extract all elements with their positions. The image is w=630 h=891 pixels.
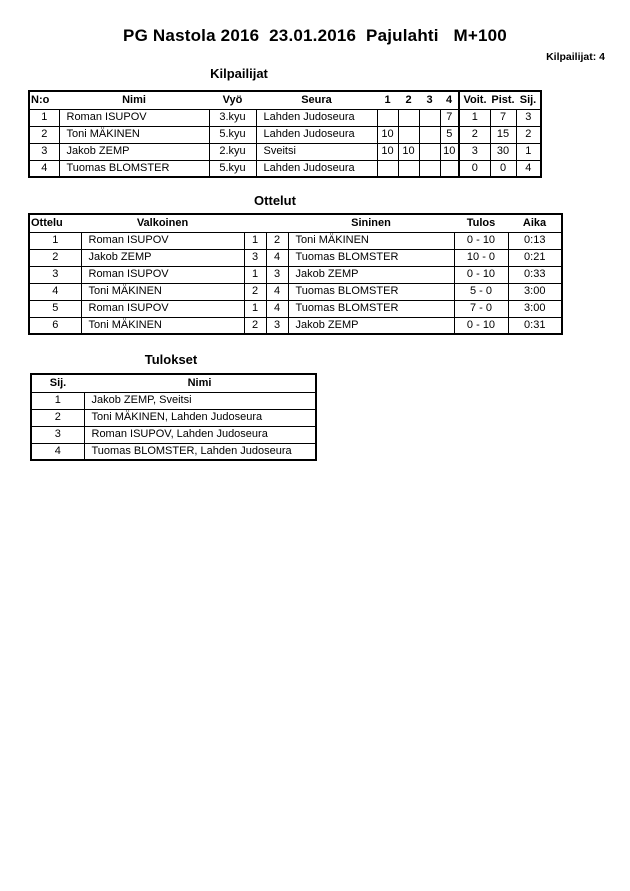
cell-nimi: Roman ISUPOV: [59, 109, 209, 126]
col-header-round-1: 1: [377, 91, 398, 109]
kilpailijat-table: [28, 90, 542, 178]
result-row: [31, 443, 316, 460]
cell-seura: Lahden Judoseura: [256, 160, 377, 177]
cell-pist: 7: [490, 109, 516, 126]
page-title: PG Nastola 2016 23.01.2016 Pajulahti M+100: [123, 26, 507, 45]
cell-tulos: 0 - 10: [454, 317, 508, 334]
cell-sij: 4: [31, 443, 84, 460]
col-header-voit: Voit.: [459, 91, 490, 109]
cell-pist: 0: [490, 160, 516, 177]
cell-no: 1: [29, 109, 59, 126]
cell-round-4: 5: [440, 126, 459, 143]
col-header-nimi: Nimi: [84, 374, 316, 392]
match-row: [29, 266, 562, 283]
cell-sininen: Tuomas BLOMSTER: [288, 249, 454, 266]
cell-match-no: 4: [29, 283, 81, 300]
cell-seura: Sveitsi: [256, 143, 377, 160]
cell-match-no: 5: [29, 300, 81, 317]
col-header-round-4: 4: [440, 91, 459, 109]
cell-white-no: 3: [244, 249, 266, 266]
cell-round-2: [398, 160, 419, 177]
match-row: [29, 232, 562, 249]
cell-aika: 3:00: [508, 300, 562, 317]
cell-valkoinen: Toni MÄKINEN: [81, 317, 244, 334]
cell-white-no: 1: [244, 266, 266, 283]
cell-valkoinen: Roman ISUPOV: [81, 300, 244, 317]
cell-voit: 0: [459, 160, 490, 177]
ottelut-header-row: [29, 214, 562, 232]
col-header-sij: Sij.: [516, 91, 541, 109]
cell-valkoinen: Toni MÄKINEN: [81, 283, 244, 300]
col-header-nimi: Nimi: [59, 91, 209, 109]
cell-aika: 0:13: [508, 232, 562, 249]
cell-blue-no: 2: [266, 232, 288, 249]
col-header-no: N:o: [29, 91, 59, 109]
competitor-row: [29, 109, 541, 126]
cell-blue-no: 4: [266, 283, 288, 300]
cell-nimi: Tuomas BLOMSTER, Lahden Judoseura: [84, 443, 316, 460]
cell-white-no: 1: [244, 300, 266, 317]
cell-pist: 30: [490, 143, 516, 160]
tulokset-header-row: [31, 374, 316, 392]
cell-round-2: 10: [398, 143, 419, 160]
cell-aika: 0:31: [508, 317, 562, 334]
cell-white-no: 1: [244, 232, 266, 249]
match-row: [29, 249, 562, 266]
cell-sininen: Jakob ZEMP: [288, 266, 454, 283]
cell-sij: 1: [31, 392, 84, 409]
cell-voit: 1: [459, 109, 490, 126]
result-row: [31, 409, 316, 426]
cell-round-2: [398, 126, 419, 143]
col-header-white-no: [244, 214, 266, 232]
cell-round-3: [419, 160, 440, 177]
cell-seura: Lahden Judoseura: [256, 126, 377, 143]
cell-tulos: 0 - 10: [454, 266, 508, 283]
cell-round-3: [419, 109, 440, 126]
col-header-vyo: Vyö: [209, 91, 256, 109]
col-header-sininen: Sininen: [288, 214, 454, 232]
cell-sij: 1: [516, 143, 541, 160]
kilpailijat-heading: Kilpailijat: [210, 66, 268, 81]
col-header-ottelu: Ottelu: [29, 214, 81, 232]
result-row: [31, 392, 316, 409]
cell-tulos: 10 - 0: [454, 249, 508, 266]
tulokset-table: [30, 373, 317, 461]
cell-nimi: Tuomas BLOMSTER: [59, 160, 209, 177]
cell-nimi: Roman ISUPOV, Lahden Judoseura: [84, 426, 316, 443]
cell-aika: 3:00: [508, 283, 562, 300]
tulokset-heading: Tulokset: [144, 352, 198, 367]
competitor-row: [29, 160, 541, 177]
cell-sij: 4: [516, 160, 541, 177]
cell-round-3: [419, 143, 440, 160]
cell-no: 2: [29, 126, 59, 143]
competitors-count: Kilpailijat: 4: [546, 51, 605, 63]
cell-sininen: Jakob ZEMP: [288, 317, 454, 334]
cell-white-no: 2: [244, 283, 266, 300]
col-header-sij: Sij.: [31, 374, 84, 392]
col-header-pist: Pist.: [490, 91, 516, 109]
cell-vyo: 2.kyu: [209, 143, 256, 160]
cell-aika: 0:21: [508, 249, 562, 266]
cell-vyo: 5.kyu: [209, 126, 256, 143]
cell-seura: Lahden Judoseura: [256, 109, 377, 126]
col-header-blue-no: [266, 214, 288, 232]
cell-vyo: 3.kyu: [209, 109, 256, 126]
cell-sij: 3: [31, 426, 84, 443]
cell-vyo: 5.kyu: [209, 160, 256, 177]
cell-valkoinen: Jakob ZEMP: [81, 249, 244, 266]
cell-sij: 3: [516, 109, 541, 126]
competitor-row: [29, 126, 541, 143]
cell-round-1: 10: [377, 143, 398, 160]
cell-voit: 3: [459, 143, 490, 160]
cell-tulos: 7 - 0: [454, 300, 508, 317]
match-row: [29, 317, 562, 334]
cell-pist: 15: [490, 126, 516, 143]
cell-sininen: Tuomas BLOMSTER: [288, 283, 454, 300]
cell-no: 3: [29, 143, 59, 160]
cell-sij: 2: [31, 409, 84, 426]
cell-blue-no: 4: [266, 249, 288, 266]
col-header-aika: Aika: [508, 214, 562, 232]
cell-nimi: Toni MÄKINEN, Lahden Judoseura: [84, 409, 316, 426]
col-header-seura: Seura: [256, 91, 377, 109]
col-header-round-2: 2: [398, 91, 419, 109]
cell-round-2: [398, 109, 419, 126]
cell-match-no: 1: [29, 232, 81, 249]
cell-sininen: Tuomas BLOMSTER: [288, 300, 454, 317]
result-row: [31, 426, 316, 443]
cell-sininen: Toni MÄKINEN: [288, 232, 454, 249]
cell-nimi: Jakob ZEMP: [59, 143, 209, 160]
col-header-valkoinen: Valkoinen: [81, 214, 244, 232]
cell-round-4: 10: [440, 143, 459, 160]
cell-blue-no: 3: [266, 317, 288, 334]
cell-valkoinen: Roman ISUPOV: [81, 232, 244, 249]
match-row: [29, 283, 562, 300]
cell-round-1: 10: [377, 126, 398, 143]
col-header-tulos: Tulos: [454, 214, 508, 232]
ottelut-heading: Ottelut: [254, 193, 296, 208]
cell-tulos: 5 - 0: [454, 283, 508, 300]
cell-tulos: 0 - 10: [454, 232, 508, 249]
cell-white-no: 2: [244, 317, 266, 334]
kilpailijat-header-row: [29, 91, 541, 109]
cell-match-no: 6: [29, 317, 81, 334]
cell-voit: 2: [459, 126, 490, 143]
match-row: [29, 300, 562, 317]
competitor-row: [29, 143, 541, 160]
cell-match-no: 2: [29, 249, 81, 266]
cell-round-1: [377, 109, 398, 126]
cell-nimi: Jakob ZEMP, Sveitsi: [84, 392, 316, 409]
cell-valkoinen: Roman ISUPOV: [81, 266, 244, 283]
ottelut-table: [28, 213, 563, 335]
cell-round-4: 7: [440, 109, 459, 126]
cell-round-1: [377, 160, 398, 177]
cell-round-3: [419, 126, 440, 143]
cell-blue-no: 4: [266, 300, 288, 317]
cell-match-no: 3: [29, 266, 81, 283]
cell-aika: 0:33: [508, 266, 562, 283]
cell-no: 4: [29, 160, 59, 177]
col-header-round-3: 3: [419, 91, 440, 109]
cell-round-4: [440, 160, 459, 177]
cell-blue-no: 3: [266, 266, 288, 283]
cell-sij: 2: [516, 126, 541, 143]
cell-nimi: Toni MÄKINEN: [59, 126, 209, 143]
